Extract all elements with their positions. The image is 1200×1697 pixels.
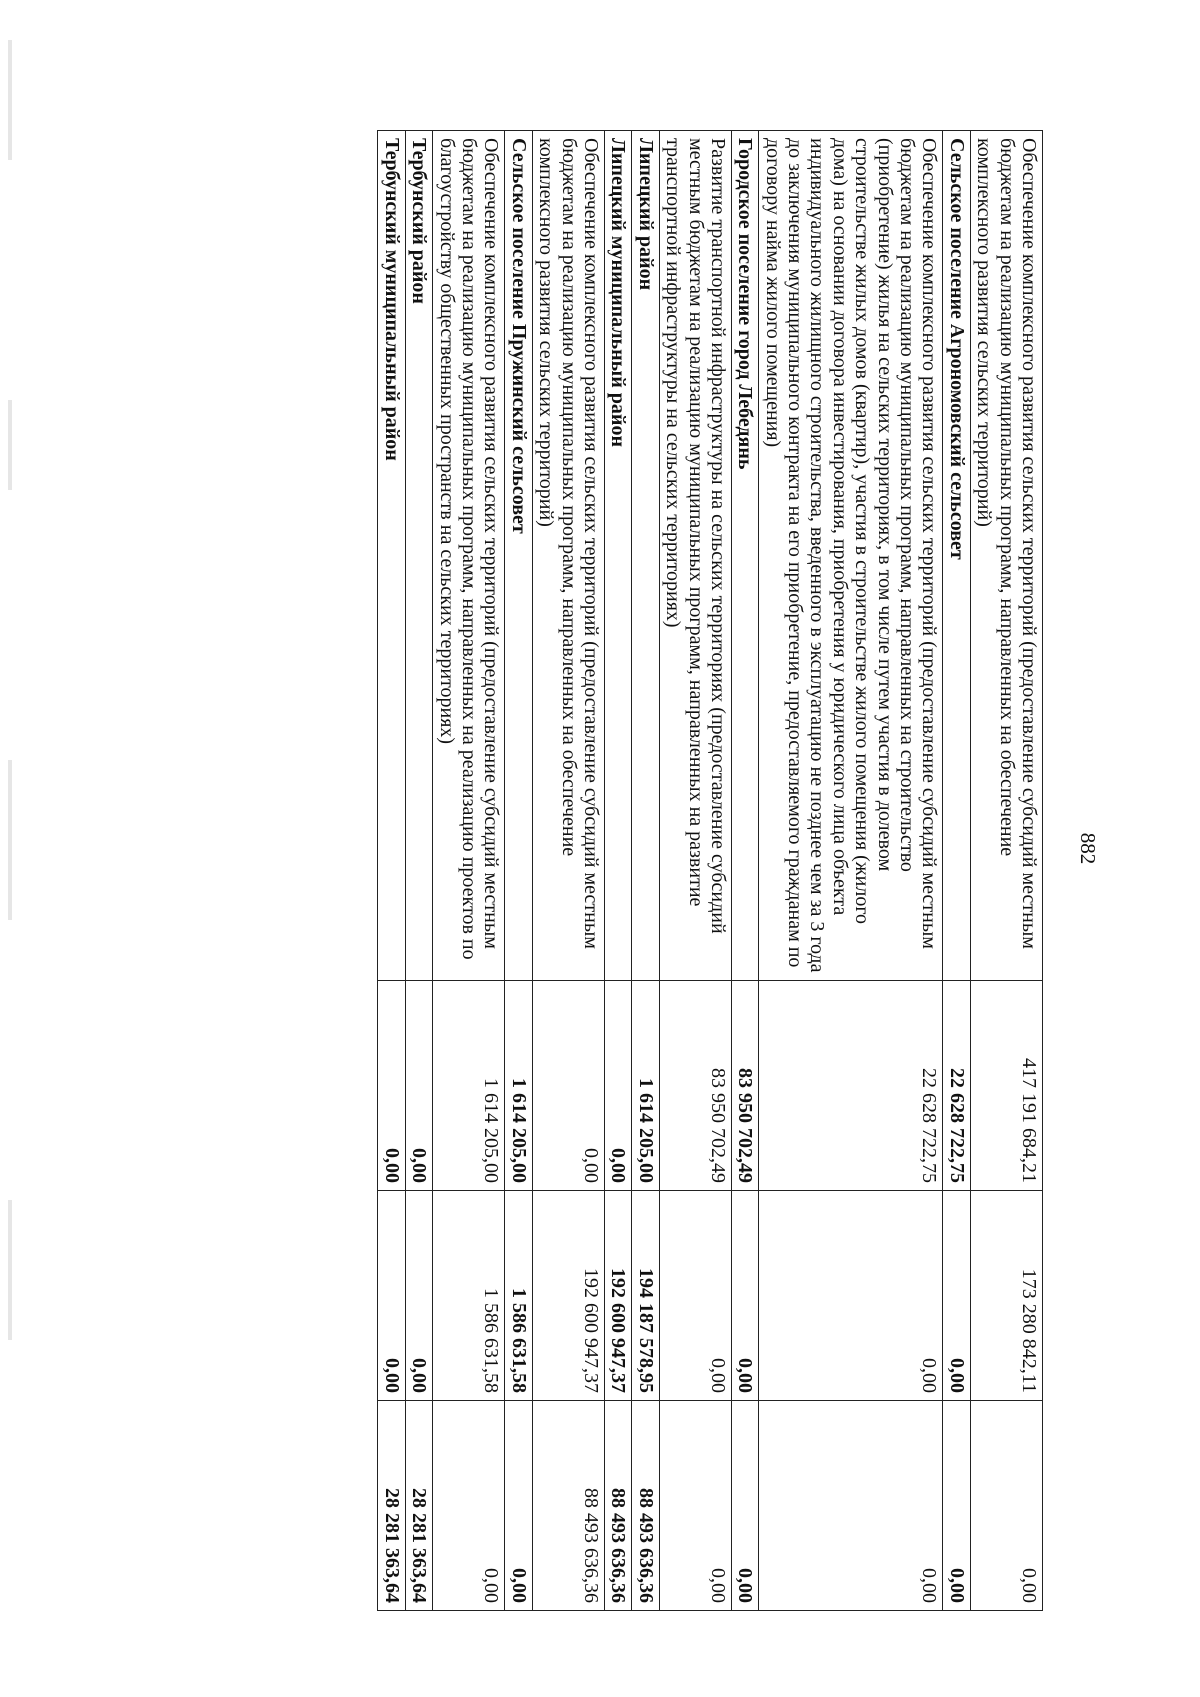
amount-cell-3: 0,00 — [433, 1401, 505, 1611]
table-row — [943, 131, 970, 1611]
amount-cell-3: 0,00 — [970, 1401, 1042, 1611]
amount-cell-1: 1 614 205,00 — [505, 981, 532, 1191]
amount-cell-3: 88 493 636,36 — [532, 1401, 604, 1611]
amount-cell-1: 0,00 — [378, 981, 405, 1191]
row-name-cell: Обеспечение комплексного развития сельских территорий (предоставление субсидий местным бюджетам на реализацию муниципальных программ, направленных на обеспечение комплексного развития сельских территорий) — [532, 131, 604, 981]
row-name-cell: Сельское поселение Пружинский сельсовет — [505, 131, 532, 981]
row-name-cell: Тербунский район — [405, 131, 432, 981]
row-name-cell: Липецкий район — [632, 131, 659, 981]
row-name-cell: Обеспечение комплексного развития сельских территорий (предоставление субсидий местным бюджетам на реализацию муниципальных программ, направленных на строительство (приобретение) жилья на сельских территориях, в том числе путем участия в долевом строительстве жилых домов (квартир), участия в строительстве жилого помещения (жилого дома) на основании договора инвестирования, приобретения у юридического лица объекта индивидуального жилищного строительства, введенного в эксплуатацию не позднее чем за 3 года до заключения муниципального контракта на его приобретение, предоставляемого гражданам по договору найма жилого помещения) — [759, 131, 943, 981]
amount-cell-2: 0,00 — [759, 1191, 943, 1401]
row-name-cell: Обеспечение комплексного развития сельских территорий (предоставление субсидий местным бюджетам на реализацию муниципальных программ, направленных на обеспечение комплексного развития сельских территорий) — [970, 131, 1042, 981]
scan-artifact — [8, 1200, 12, 1340]
scan-artifact — [8, 760, 12, 920]
table-row — [433, 131, 505, 1611]
amount-cell-1: 1 614 205,00 — [433, 981, 505, 1191]
table-row — [378, 131, 405, 1611]
row-name-cell: Обеспечение комплексного развития сельских территорий (предоставление субсидий местным бюджетам на реализацию муниципальных программ, направленных на реализацию проектов по благоустройству общественных пространств на сельских территориях) — [433, 131, 505, 981]
table-row — [604, 131, 631, 1611]
row-name-cell: Липецкий муниципальный район — [604, 131, 631, 981]
table-row — [731, 131, 758, 1611]
amount-cell-1: 1 614 205,00 — [632, 981, 659, 1191]
amount-cell-3: 28 281 363,64 — [405, 1401, 432, 1611]
amount-cell-1: 83 950 702,49 — [731, 981, 758, 1191]
amount-cell-3: 0,00 — [731, 1401, 758, 1611]
amount-cell-1: 22 628 722,75 — [943, 981, 970, 1191]
amount-cell-2: 0,00 — [943, 1191, 970, 1401]
row-name-cell: Тербунский муниципальный район — [378, 131, 405, 981]
scan-artifact — [8, 400, 12, 490]
amount-cell-2: 173 280 842,11 — [970, 1191, 1042, 1401]
row-name-cell: Развитие транспортной инфраструктуры на сельских территориях (предоставление субсидий местным бюджетам на реализацию муниципальных программ, направленных на развитие транспортной инфраструктуры на сельских территориях) — [659, 131, 731, 981]
amount-cell-3: 88 493 636,36 — [604, 1401, 631, 1611]
table-row — [659, 131, 731, 1611]
amount-cell-3: 0,00 — [505, 1401, 532, 1611]
amount-cell-2: 1 586 631,58 — [433, 1191, 505, 1401]
amount-cell-3: 0,00 — [659, 1401, 731, 1611]
budget-table — [377, 130, 1043, 1611]
amount-cell-2: 0,00 — [659, 1191, 731, 1401]
row-name-cell: Городское поселение город Лебедянь — [731, 131, 758, 981]
amount-cell-2: 194 187 578,95 — [632, 1191, 659, 1401]
amount-cell-3: 0,00 — [759, 1401, 943, 1611]
table-body — [378, 131, 1043, 1611]
amount-cell-2: 1 586 631,58 — [505, 1191, 532, 1401]
amount-cell-2: 0,00 — [405, 1191, 432, 1401]
table-row — [632, 131, 659, 1611]
table-row — [405, 131, 432, 1611]
amount-cell-1: 0,00 — [405, 981, 432, 1191]
amount-cell-2: 0,00 — [731, 1191, 758, 1401]
amount-cell-1: 0,00 — [604, 981, 631, 1191]
amount-cell-3: 88 493 636,36 — [632, 1401, 659, 1611]
amount-cell-2: 0,00 — [378, 1191, 405, 1401]
amount-cell-1: 417 191 684,21 — [970, 981, 1042, 1191]
table-row — [532, 131, 604, 1611]
table-row — [970, 131, 1042, 1611]
table-row — [505, 131, 532, 1611]
amount-cell-1: 83 950 702,49 — [659, 981, 731, 1191]
scan-artifact — [8, 40, 12, 160]
amount-cell-2: 192 600 947,37 — [532, 1191, 604, 1401]
amount-cell-1: 0,00 — [532, 981, 604, 1191]
page-number: 882 — [1076, 832, 1100, 865]
amount-cell-2: 192 600 947,37 — [604, 1191, 631, 1401]
amount-cell-3: 28 281 363,64 — [378, 1401, 405, 1611]
table-row — [759, 131, 943, 1611]
amount-cell-1: 22 628 722,75 — [759, 981, 943, 1191]
row-name-cell: Сельское поселение Агрономовский сельсовет — [943, 131, 970, 981]
amount-cell-3: 0,00 — [943, 1401, 970, 1611]
